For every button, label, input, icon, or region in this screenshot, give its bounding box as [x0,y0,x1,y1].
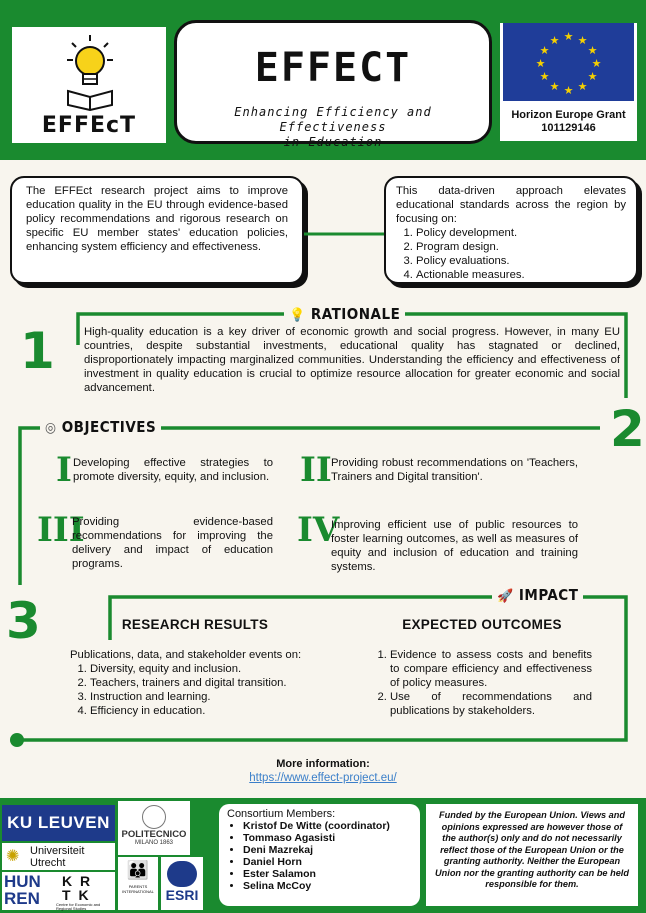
utrecht-line-2: Utrecht [30,857,66,869]
project-website-link[interactable]: https://www.effect-project.eu/ [249,772,397,784]
research-results-title: RESEARCH RESULTS [121,617,269,632]
objectives-title [40,418,161,436]
objective-numeral: I [56,450,72,490]
krtk-mark-icon: K R T K [62,873,93,903]
svg-text:★: ★ [539,44,550,57]
utrecht-logo [2,843,115,870]
target-icon: ◎ [45,420,57,436]
research-item: 3. Instruction and learning. [90,690,360,704]
member-item: • Daniel Horn [243,856,412,868]
objectives-title-text: OBJECTIVES [61,418,157,436]
objective-text: Providing robust recommendations on 'Teachers, Trainers and Digital transition'. [331,457,578,483]
grant-line-1: Horizon Europe Grant [511,109,626,121]
research-list [70,662,360,718]
member-item: • Ester Salamon [243,868,412,880]
parents-international-logo [118,857,158,910]
subtitle-line-1: Enhancing Efficiency and Effectiveness [234,105,432,134]
research-item: 4. Efficiency in education. [90,704,360,718]
effect-logo-text: EFFEcT [41,113,137,138]
parents-name: PARENTS INTERNATIONAL [122,884,154,894]
svg-text:★: ★ [577,34,588,47]
subtitle-line-2: in Education [283,135,383,149]
member-item: • Deni Mazrekaj [243,844,412,856]
outcomes-list [376,648,592,718]
member-item: • Kristof De Witte (coordinator) [243,820,412,832]
section-number-3: 3 [6,592,41,650]
svg-text:★: ★ [577,80,588,93]
rationale-title [284,305,405,323]
research-item: 1. Diversity, equity and inclusion. [90,662,360,676]
expected-outcomes [376,648,592,718]
esri-logo [161,857,203,910]
polimi-logo [118,801,190,855]
svg-text:★: ★ [549,80,560,93]
objective-text: Providing evidence-based recommendations for improving the delivery and impact of education programs. [72,516,273,570]
objective-numeral: II [300,450,332,490]
objective-text: Improving efficient use of public resources to foster learning outcomes, as well as measures of equity and inclusion of education and training systems. [331,519,578,573]
hun-ren-text [4,873,41,907]
focus-item: 4. Actionable measures. [416,268,626,282]
esri-mark-icon [167,861,197,887]
research-intro: Publications, data, and stakeholder events on: [70,649,302,661]
objective-numeral: III [37,510,85,550]
hun-text: HUN [4,872,41,891]
consortium-box [219,804,420,906]
intro-left-text: The EFFEct research project aims to improve education quality in the EU through evidence-based policy recommendations and rigorous research on specific EU member states' education policies, enhancing system efficiency and effectiveness. [26,185,288,253]
expected-outcomes-title: EXPECTED OUTCOMES [402,617,562,632]
svg-text:★: ★ [591,57,602,70]
ren-text: REN [4,889,40,908]
hun-ren-logo [2,872,115,910]
esri-name: ESRI [165,887,199,903]
intro-right-text: This data-driven approach elevates educational standards across the region by focusing on: [396,185,626,225]
member-item: • Tommaso Agasisti [243,832,412,844]
polimi-name: POLITECNICO [121,829,187,840]
svg-text:★: ★ [535,57,546,70]
focus-item: 2. Program design. [416,240,626,254]
svg-text:★: ★ [587,70,598,83]
focus-item: 1. Policy development. [416,226,626,240]
more-info-label: More information: [276,758,370,770]
people-icon: 👪 [126,860,150,880]
rationale-text: High-quality education is a key driver of economic growth and social progress. However, in many EU countries, despite substantial investments, educational quality has stagnated or declined, disproportionately impacting marginalized communities. Understanding the efficiency and effectiveness of investment in quality education is crucial to optimize resource allocation for greater economic and social advancement. [84,326,620,394]
utrecht-text [30,845,84,869]
rationale-title-text: RATIONALE [310,305,401,323]
section-number-2: 2 [610,400,645,458]
svg-text:★: ★ [563,30,574,43]
member-item: • Selina McCoy [243,880,412,892]
page-title: EFFECT [254,45,412,91]
research-item: 2. Teachers, trainers and digital transition. [90,676,360,690]
krtk-name: Centre for Economic and Regional Studies [56,902,101,911]
ku-leuven-logo: KU LEUVEN [2,805,115,841]
utrecht-sun-icon: ✺ [6,848,20,865]
research-results [70,648,360,718]
utrecht-line-1: Universiteit [30,845,85,857]
impact-title-text: IMPACT [518,586,579,604]
consortium-title: Consortium Members: [227,808,336,820]
svg-text:★: ★ [587,44,598,57]
grant-number: 101129146 [541,122,596,134]
members-list [227,820,412,892]
polimi-seal-icon [142,805,166,829]
svg-text:★: ★ [549,34,560,47]
impact-title [492,586,583,604]
svg-text:★: ★ [539,70,550,83]
objective-numeral: IV [297,510,340,550]
objective-text: Developing effective strategies to promote diversity, equity, and inclusion. [73,457,273,483]
outcome-item: 1. Evidence to assess costs and benefits to compare efficiency and effectiveness of policy measures. [390,648,592,690]
outcome-item: 2. Use of recommendations and publications by stakeholders. [390,690,592,718]
focus-item: 3. Policy evaluations. [416,254,626,268]
rocket-icon: 🚀 [497,589,514,604]
section-number-1: 1 [20,322,55,380]
svg-text:★: ★ [563,84,574,97]
eu-disclaimer: Funded by the European Union. Views and opinions expressed are however those of the author(s) only and do not necessarily reflect those of the European Union or the granting authority. Neither the European Union nor the granting authority can be held responsible for them. [426,804,638,906]
polimi-sub: MILANO 1863 [134,840,174,846]
lightbulb-icon: 💡 [289,308,306,323]
